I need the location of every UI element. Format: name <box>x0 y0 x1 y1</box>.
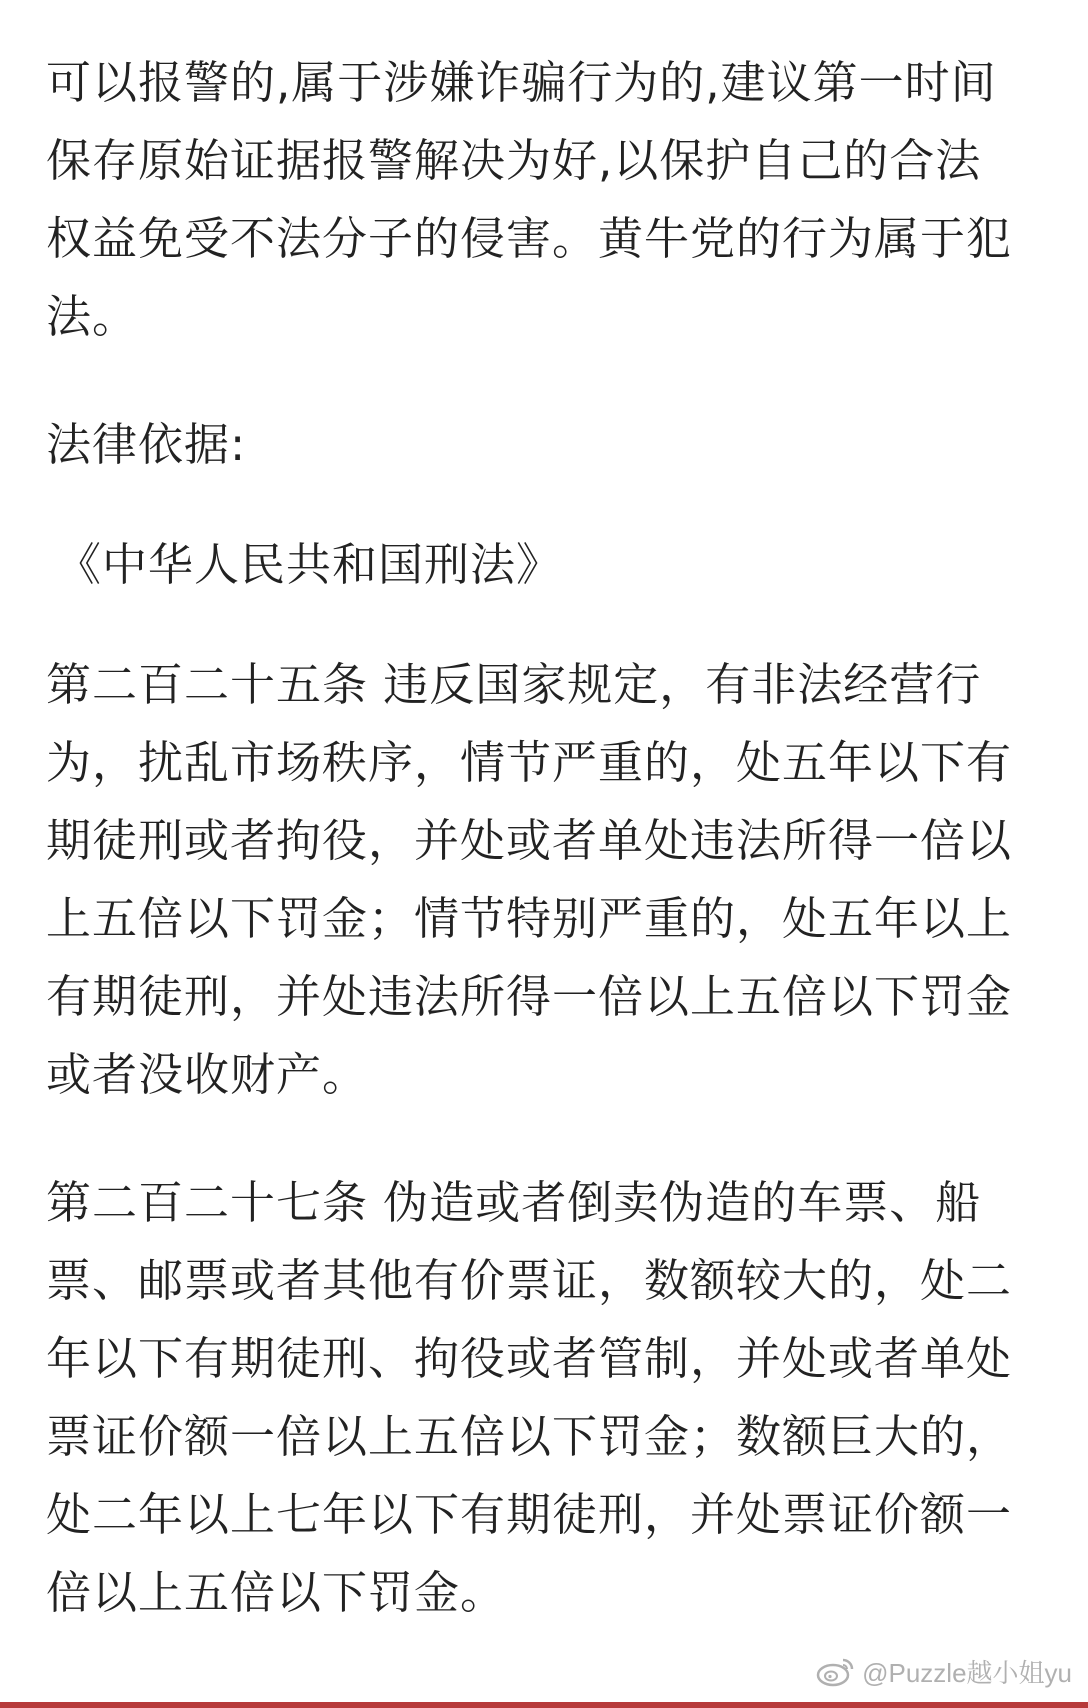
article-227-line: 第二百二十七条 伪造或者倒卖伪造的车票、船 <box>46 1176 982 1229</box>
article-225-line: 第二百二十五条 违反国家规定，有非法经营行 <box>46 658 982 711</box>
legal-basis-text: 法律依据: <box>46 418 247 471</box>
intro-line: 保存原始证据报警解决为好,以保护自己的合法 <box>46 134 982 187</box>
watermark-text: @Puzzle越小姐yu <box>862 1658 1072 1688</box>
article-body <box>46 44 1046 1632</box>
article-225-line: 上五倍以下罚金；情节特别严重的，处五年以上 <box>46 892 1013 945</box>
article-227-line: 年以下有期徒刑、拘役或者管制，并处或者单处 <box>46 1332 1013 1385</box>
intro-paragraph <box>46 44 1046 356</box>
intro-line: 可以报警的,属于涉嫌诈骗行为的,建议第一时间 <box>46 56 997 109</box>
article-227-line: 票证价额一倍以上五倍以下罚金；数额巨大的， <box>46 1410 1013 1463</box>
weibo-icon <box>816 1656 856 1688</box>
intro-line: 权益免受不法分子的侵害。黄牛党的行为属于犯 <box>46 212 1013 265</box>
intro-line: 法。 <box>46 290 139 343</box>
legal-basis-label <box>46 406 1046 484</box>
law-title-text: 《中华人民共和国刑法》 <box>56 538 563 591</box>
article-225-line: 或者没收财产。 <box>46 1048 369 1101</box>
article-227-line: 处二年以上七年以下有期徒刑，并处票证价额一 <box>46 1488 1013 1541</box>
article-225-line: 期徒刑或者拘役，并处或者单处违法所得一倍以 <box>46 814 1013 867</box>
article-225-paragraph <box>46 646 1046 1114</box>
article-225-line: 为，扰乱市场秩序，情节严重的，处五年以下有 <box>46 736 1013 789</box>
article-225-line: 有期徒刑，并处违法所得一倍以上五倍以下罚金 <box>46 970 1013 1023</box>
bottom-accent-bar <box>0 1702 1088 1708</box>
article-227-paragraph <box>46 1164 1046 1632</box>
article-227-line: 倍以上五倍以下罚金。 <box>46 1566 507 1619</box>
article-227-line: 票、邮票或者其他有价票证，数额较大的，处二 <box>46 1254 1013 1307</box>
law-title <box>46 526 1046 604</box>
weibo-watermark <box>816 1653 1072 1690</box>
